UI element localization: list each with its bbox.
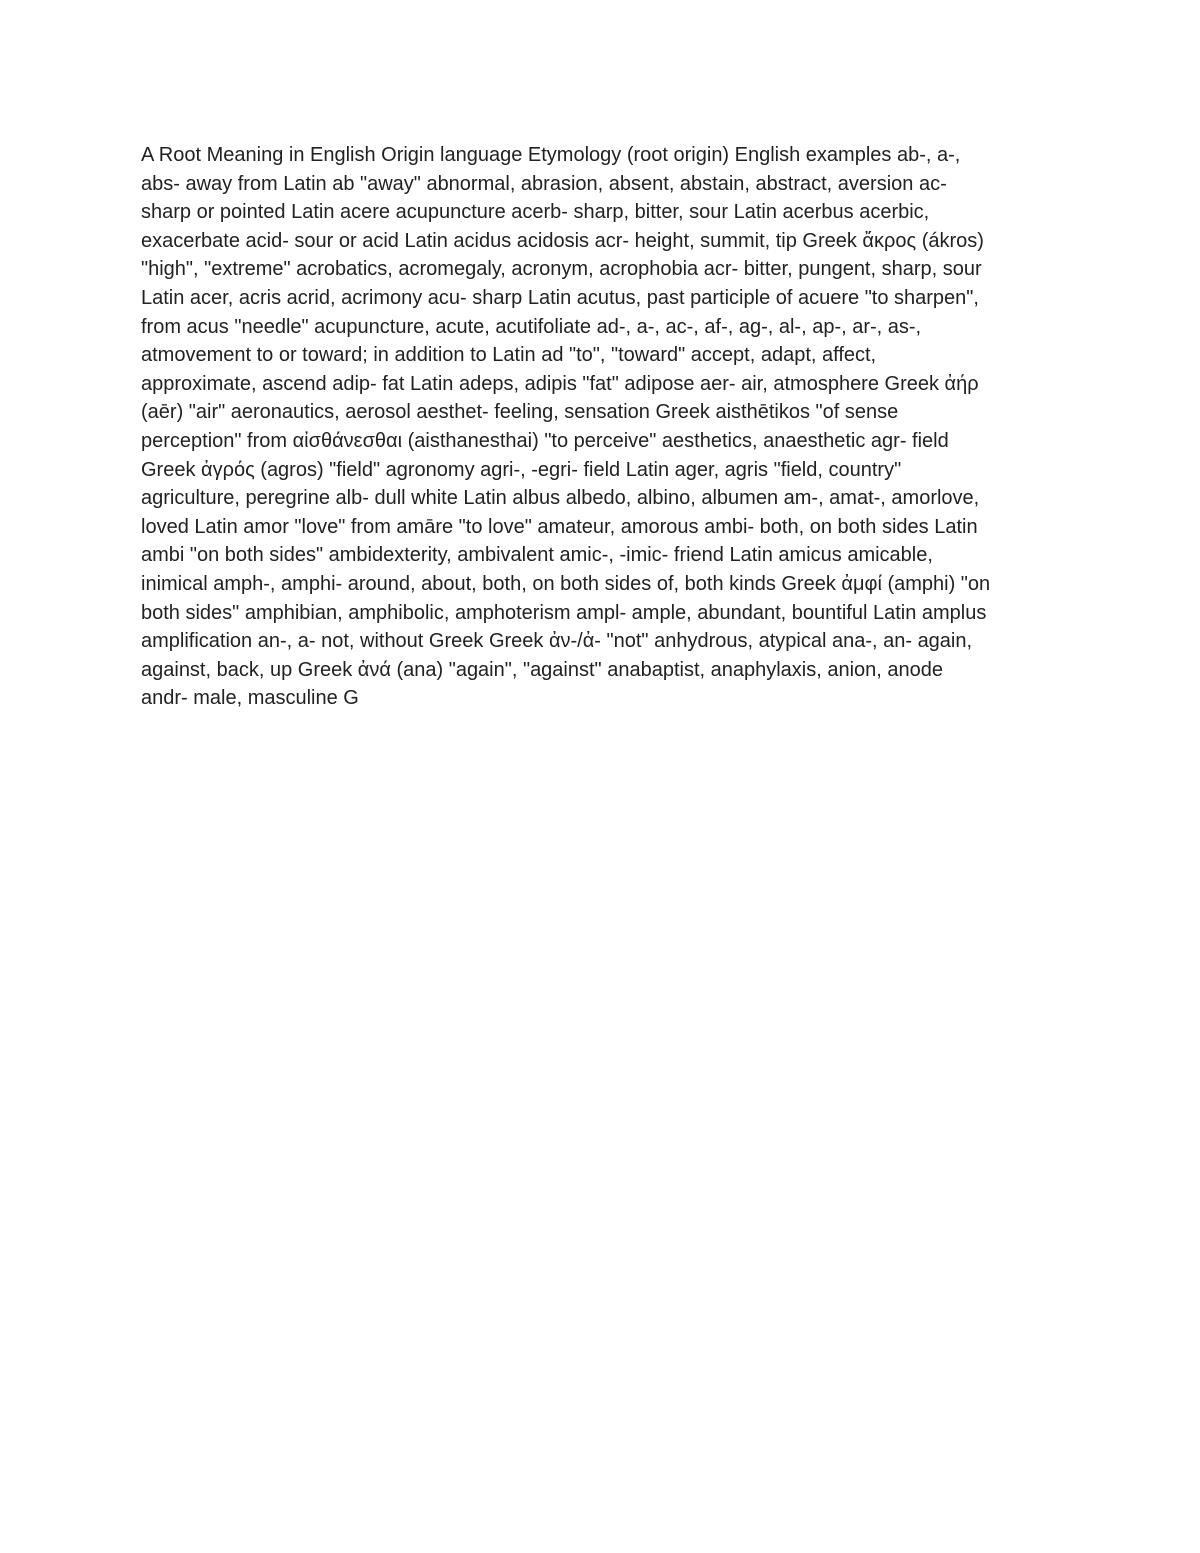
body-text: [141, 141, 1071, 713]
text-line: ambi "on both sides" ambidexterity, ambivalent amic-, -imic- friend Latin amicus amicable,: [141, 544, 933, 567]
text-line: sharp or pointed Latin acere acupuncture acerb- sharp, bitter, sour Latin acerbus acerbic,: [141, 201, 930, 224]
text-line: agriculture, peregrine alb- dull white Latin albus albedo, albino, albumen am-, amat-, amorlove,: [141, 487, 980, 510]
text-line: "high", "extreme" acrobatics, acromegaly, acronym, acrophobia acr- bitter, pungent, sharp, sour: [141, 258, 982, 281]
text-line: Greek ἀγρός (agros) "field" agronomy agri-, -egri- field Latin ager, agris "field, country": [141, 458, 902, 481]
text-line: loved Latin amor "love" from amāre "to love" amateur, amorous ambi- both, on both sides Latin: [141, 515, 978, 538]
text-line: A Root Meaning in English Origin language Etymology (root origin) English examples ab-, a-,: [141, 144, 961, 166]
text-line: Latin acer, acris acrid, acrimony acu- sharp Latin acutus, past participle of acuere "to sharpen",: [141, 286, 979, 309]
text-line: (aēr) "air" aeronautics, aerosol aesthet- feeling, sensation Greek aisthētikos "of sense: [141, 401, 899, 424]
text-line: from acus "needle" acupuncture, acute, acutifoliate ad-, a-, ac-, af-, ag-, al-, ap-, ar-, as-,: [141, 315, 922, 338]
text-line: approximate, ascend adip- fat Latin adeps, adipis "fat" adipose aer- air, atmosphere Greek ἀήρ: [141, 372, 979, 395]
text-line: inimical amph-, amphi- around, about, both, on both sides of, both kinds Greek ἀμφί (amphi) "on: [141, 572, 991, 595]
text-line: both sides" amphibian, amphibolic, amphoterism ampl- ample, abundant, bountiful Latin amplus: [141, 601, 987, 624]
text-line: perception" from αἰσθάνεσθαι (aisthanesthai) "to perceive" aesthetics, anaesthetic agr- field: [141, 429, 949, 452]
text-line: exacerbate acid- sour or acid Latin acidus acidosis acr- height, summit, tip Greek ἄκρος (ákros): [141, 229, 984, 252]
text-line: amplification an-, a- not, without Greek Greek ἀν-/ἀ- "not" anhydrous, atypical ana-, an- again,: [141, 630, 973, 653]
text-line: abs- away from Latin ab "away" abnormal, abrasion, absent, abstain, abstract, aversion ac-: [141, 172, 947, 195]
text-line: against, back, up Greek ἀνά (ana) "again", "against" anabaptist, anaphylaxis, anion, anode: [141, 658, 944, 681]
text-line: atmovement to or toward; in addition to Latin ad "to", "toward" accept, adapt, affect,: [141, 344, 877, 367]
text-line: andr- male, masculine G: [141, 687, 359, 710]
